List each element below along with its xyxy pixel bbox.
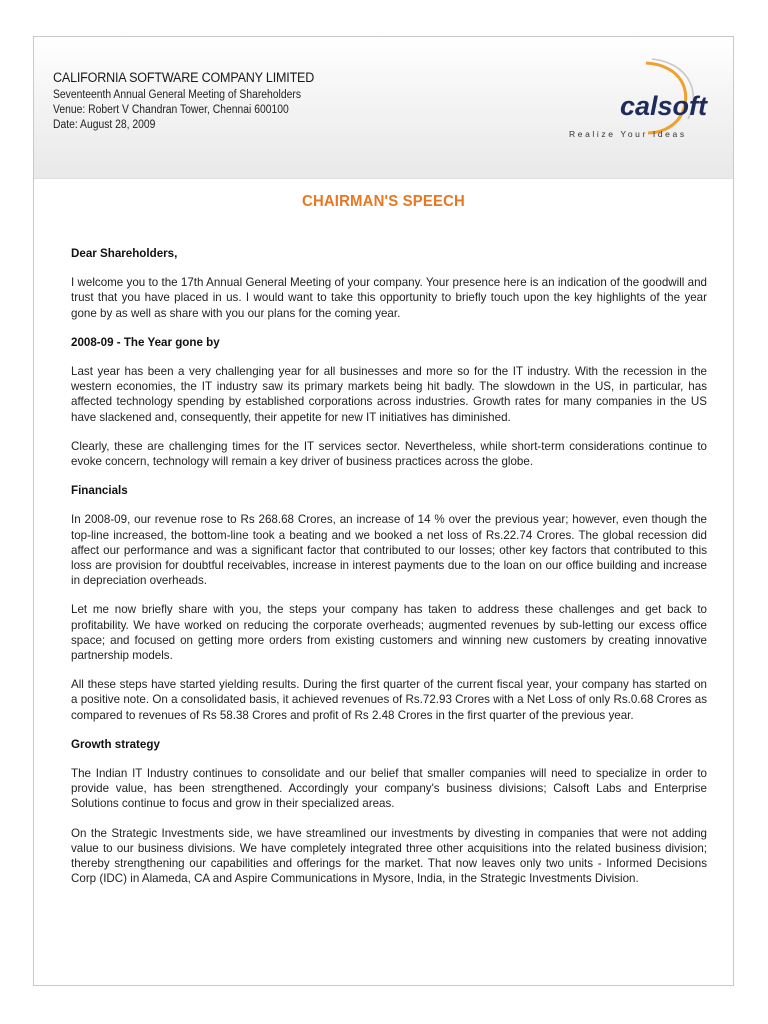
company-name: CALIFORNIA SOFTWARE COMPANY LIMITED [53, 70, 315, 85]
paragraph: Last year has been a very challenging year for all businesses and more so for the IT industry. With the recession in the western economies, the IT industry saw its primary markets being hit badly. The slowdown in the US, in particular, has affected technology spending by established corporations across industries. Growth rates for many companies in the US have slackened and, consequently, their appetite for new IT initiatives has diminished. [71, 365, 707, 424]
speech-body [71, 246, 707, 887]
logo-wordmark: calsoft [620, 91, 708, 121]
section-heading: Financials [71, 484, 128, 498]
paragraph: All these steps have started yielding results. During the first quarter of the current fiscal year, your company has started on a positive note. On a consolidated basis, it achieved revenues of Rs.72.93 Crores with a Net Loss of only Rs.0.68 Crores as compared to revenues of Rs 58.38 Crores and profit of Rs 2.48 Crores in the first quarter of the previous year. [71, 678, 707, 722]
section-heading: 2008-09 - The Year gone by [71, 335, 220, 349]
document-page [33, 36, 734, 986]
paragraph: The Indian IT Industry continues to consolidate and our belief that smaller companies will need to specialize in order to provide value, has been strengthened. Accordingly your company's business divisions; Calsoft Labs and Enterprise Solutions continue to focus and grow in their specialized areas. [71, 767, 707, 811]
paragraph: Clearly, these are challenging times for the IT services sector. Nevertheless, while short-term considerations continue to evoke concern, technology will remain a key driver of business practices across the globe. [71, 439, 707, 469]
tagline: Realize Your Ideas [569, 129, 687, 139]
paragraph: Let me now briefly share with you, the steps your company has taken to address these challenges and get back to profitability. We have worked on reducing the corporate overheads; augmented revenues by sub-letting our excess office space; and focused on getting more orders from existing customers and winning new customers by creating innovative partnership models. [71, 603, 707, 663]
meeting-line: Seventeenth Annual General Meeting of Shareholders [53, 89, 302, 101]
date-line: Date: August 28, 2009 [53, 119, 156, 131]
calsoft-logo [562, 55, 712, 160]
paragraph: On the Strategic Investments side, we have streamlined our investments by divesting in companies that were not adding value to our business divisions. We have completely integrated three other acquisitions into the related business division; thereby strengthening our capabilities and offerings for the market. That now leaves only two units - Informed Decisions Corp (IDC) in Alameda, CA and Aspire Communications in Mysore, India, in the Strategic Investments Division. [71, 826, 707, 886]
venue-line: Venue: Robert V Chandran Tower, Chennai 600100 [53, 104, 289, 116]
page-title: CHAIRMAN'S SPEECH [302, 193, 465, 210]
intro-paragraph: I welcome you to the 17th Annual General Meeting of your company. Your presence here is an indication of the goodwill and trust that you have placed in us. I would want to take this opportunity to briefly touch upon the key highlights of the year gone by as well as share with you our plans for the coming year. [71, 276, 707, 320]
section-heading: Growth strategy [71, 737, 160, 751]
paragraph: In 2008-09, our revenue rose to Rs 268.68 Crores, an increase of 14 % over the previous year; however, even though the top-line increased, the bottom-line took a beating and we booked a net loss of Rs.22.74 Crores. The global recession did affect our performance and was a significant factor that contributed to our losses; other key factors that contributed to this loss are provision for doubtful receivables, increase in interest payments due to the loan on our office building and increase in depreciation overheads. [71, 513, 707, 588]
greeting: Dear Shareholders, [71, 247, 178, 260]
letterhead [34, 37, 733, 179]
